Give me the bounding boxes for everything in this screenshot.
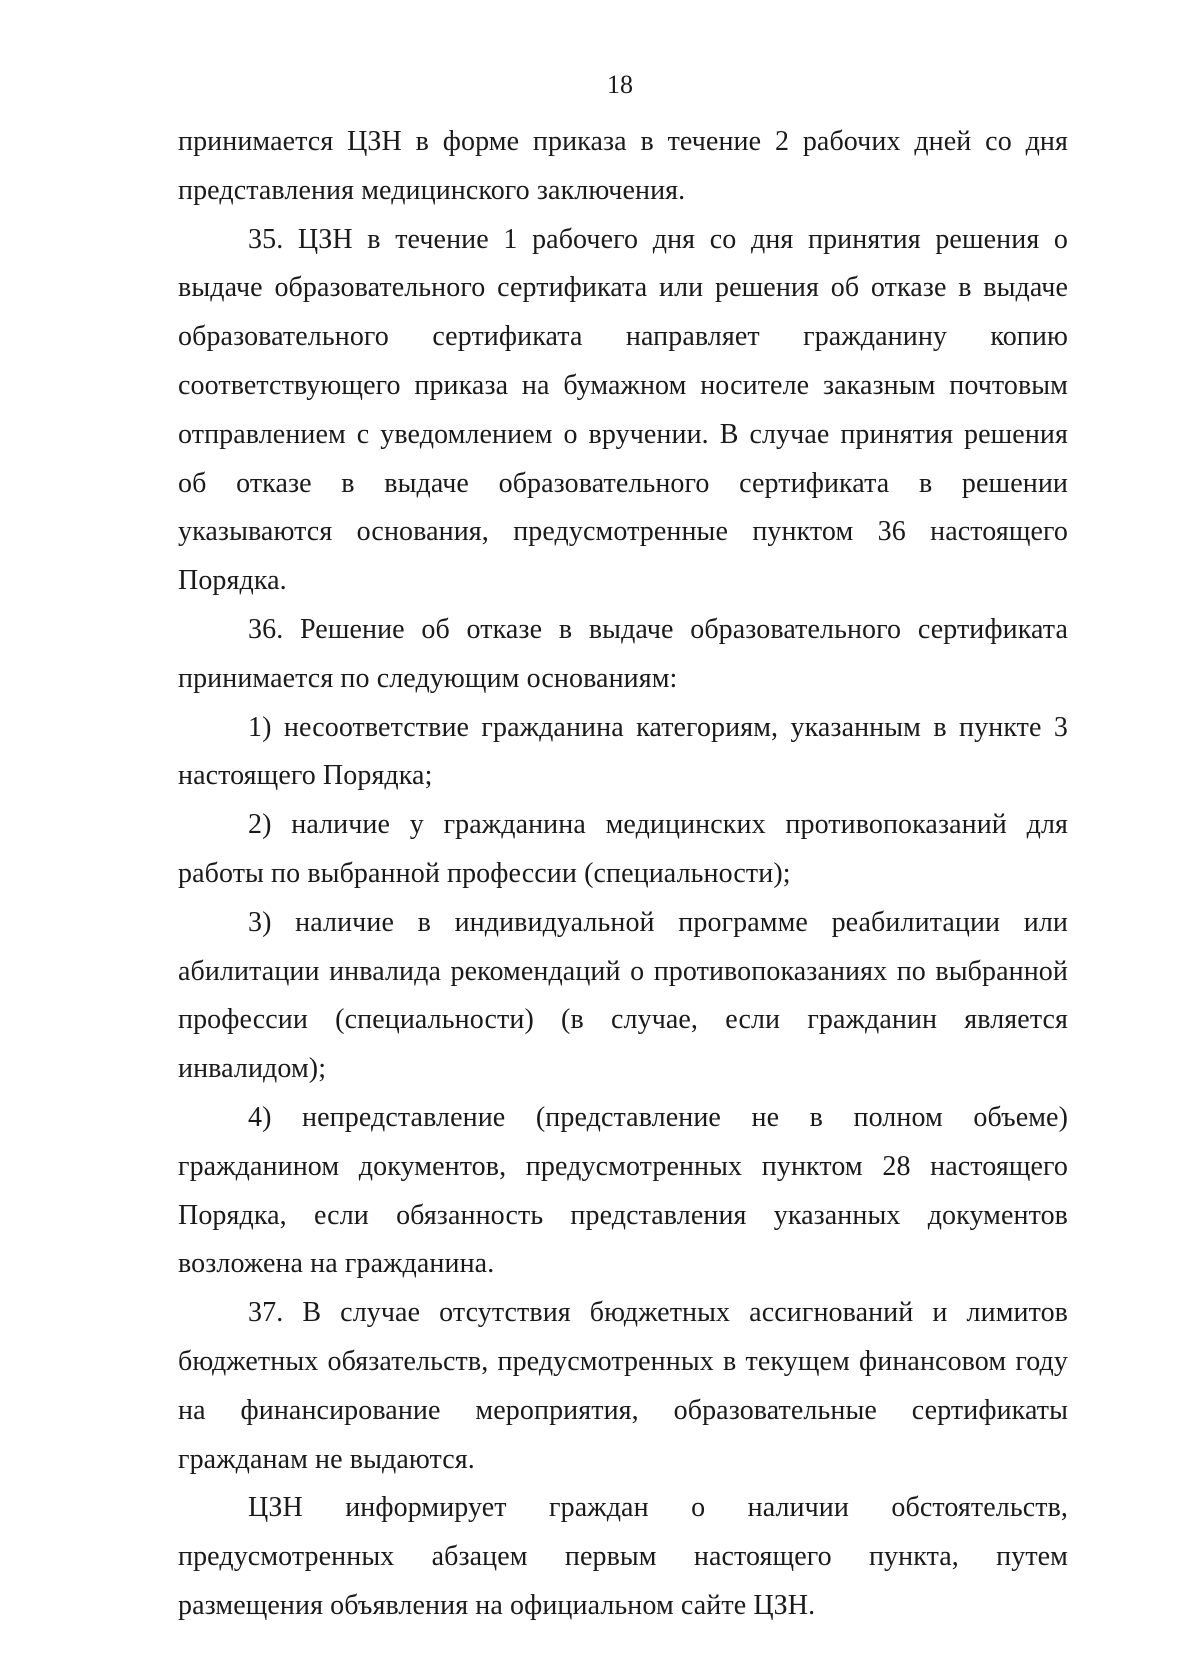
paragraph-item-36: 36. Решение об отказе в выдаче образовательного сертификата принимается по следующим основаниям: [178,613,1068,694]
document-body [178,118,1068,1631]
list-item-3: 3) наличие в индивидуальной программе реабилитации или абилитации инвалида рекомендаций о противопоказаниях по выбранной профессии (специальности) (в случае, если гражданин является инвалидом); [178,906,1068,1085]
page-number: 18 [607,70,633,99]
list-item-2: 2) наличие у гражданина медицинских противопоказаний для работы по выбранной профессии (специальности); [178,809,1068,889]
list-item-4: 4) непредставление (представление не в полном объеме) гражданином документов, предусмотренных пунктом 28 настоящего Порядка, если обязанность представления указанных документов возложена на гражданина. [178,1101,1068,1280]
paragraph-item-37: 37. В случае отсутствия бюджетных ассигнований и лимитов бюджетных обязательств, предусмотренных в текущем финансовом году на финансирование мероприятия, образовательные сертификаты гражданам не выдаются. [178,1297,1068,1475]
paragraph-item-35: 35. ЦЗН в течение 1 рабочего дня со дня принятия решения о выдаче образовательного сертификата или решения об отказе в выдаче образовательного сертификата направляет гражданину копию соответствующего приказа на бумажном носителе заказным почтовым отправлением с уведомлением о вручении. В случае принятия решения об отказе в выдаче образовательного сертификата в решении указываются основания, предусмотренные пунктом 36 настоящего Порядка. [178,223,1068,597]
paragraph-continuation: принимается ЦЗН в форме приказа в течение 2 рабочих дней со дня представления медицинского заключения. [178,126,1068,206]
list-item-1: 1) несоответствие гражданина категориям, указанным в пункте 3 настоящего Порядка; [178,711,1068,792]
paragraph-item-37-second: ЦЗН информирует граждан о наличии обстоятельств, предусмотренных абзацем первым настоящего пункта, путем размещения объявления на официальном сайте ЦЗН. [178,1492,1068,1621]
